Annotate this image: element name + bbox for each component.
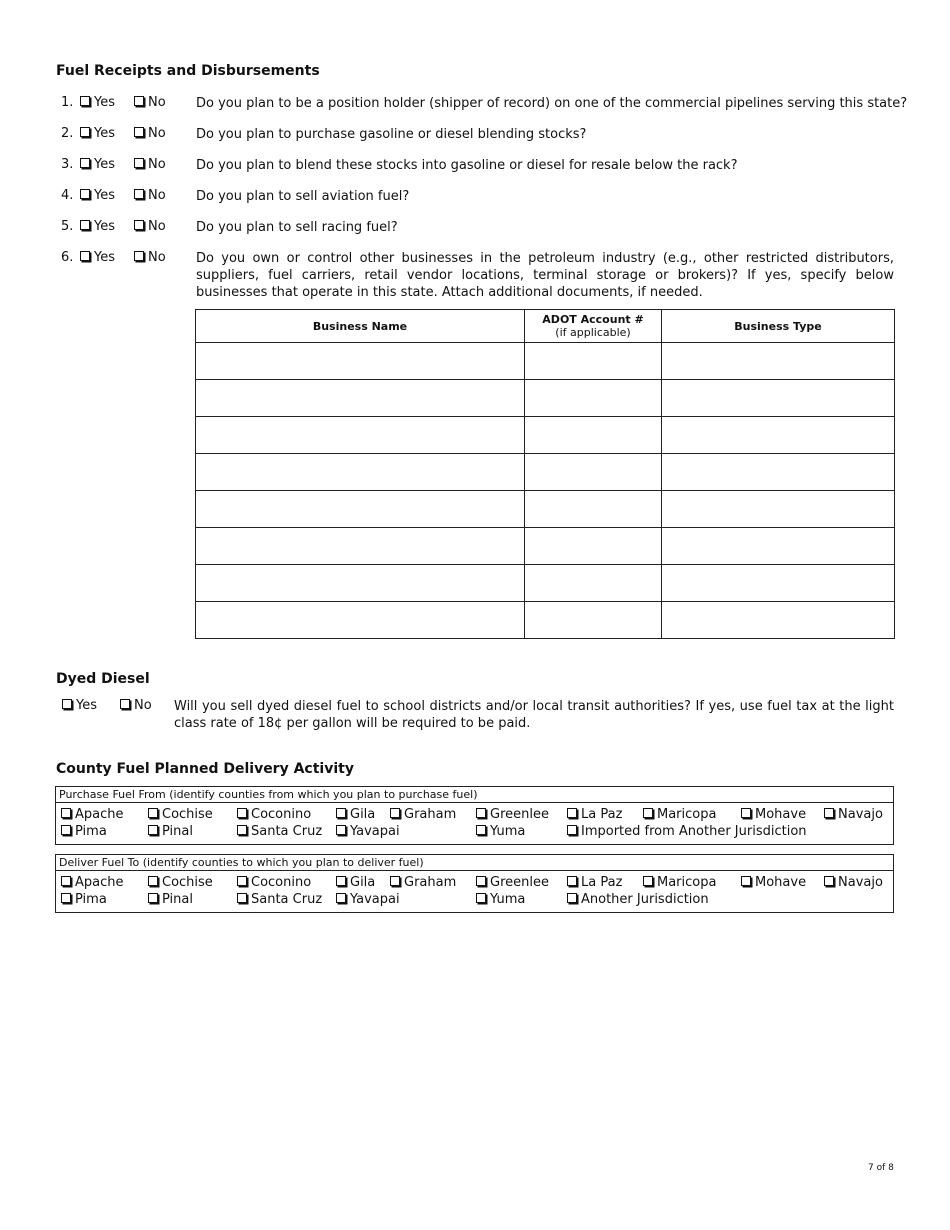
- county-label: Imported from Another Jurisdiction: [581, 824, 807, 839]
- county-label: Mohave: [755, 807, 807, 822]
- checkbox-icon[interactable]: [134, 251, 144, 261]
- checkbox-icon[interactable]: [643, 808, 653, 818]
- checkbox-icon[interactable]: [148, 808, 158, 818]
- county-option[interactable]: [336, 824, 400, 839]
- checkbox-icon[interactable]: [824, 808, 834, 818]
- question-yes-option[interactable]: [80, 188, 115, 203]
- county-option[interactable]: [824, 807, 883, 822]
- checkbox-icon[interactable]: [741, 876, 751, 886]
- county-option[interactable]: [237, 875, 311, 890]
- county-label: Graham: [404, 807, 457, 822]
- question-text: Do you plan to blend these stocks into gasoline or diesel for resale below the rack?: [196, 158, 738, 173]
- adot-account-cell[interactable]: [525, 380, 662, 417]
- question-yes-option[interactable]: [80, 95, 115, 110]
- checkbox-icon[interactable]: [80, 127, 90, 137]
- business-type-cell[interactable]: [662, 454, 895, 491]
- checkbox-icon[interactable]: [476, 893, 486, 903]
- table-row: [196, 491, 895, 528]
- question-number: 1.: [61, 95, 74, 110]
- business-table: [195, 309, 895, 639]
- yes-label: Yes: [94, 95, 115, 110]
- col-header-adot-sub: (if applicable): [555, 326, 631, 339]
- checkbox-icon[interactable]: [336, 876, 346, 886]
- county-option[interactable]: [61, 892, 107, 907]
- checkbox-icon[interactable]: [148, 825, 158, 835]
- adot-account-cell[interactable]: [525, 565, 662, 602]
- checkbox-icon[interactable]: [80, 189, 90, 199]
- county-label: Apache: [75, 875, 124, 890]
- adot-account-cell[interactable]: [525, 343, 662, 380]
- no-label: No: [148, 219, 166, 234]
- col-header-business-type: Business Type: [662, 310, 895, 343]
- county-option[interactable]: [476, 875, 549, 890]
- business-type-cell[interactable]: [662, 417, 895, 454]
- checkbox-icon[interactable]: [61, 876, 71, 886]
- county-label: Mohave: [755, 875, 807, 890]
- county-option[interactable]: [148, 824, 193, 839]
- checkbox-icon[interactable]: [643, 876, 653, 886]
- question-no-option[interactable]: [134, 219, 166, 234]
- county-label: Cochise: [162, 807, 213, 822]
- adot-account-cell[interactable]: [525, 417, 662, 454]
- business-name-cell[interactable]: [196, 417, 525, 454]
- county-option[interactable]: [741, 807, 806, 822]
- county-label: Coconino: [251, 807, 312, 822]
- county-option[interactable]: [148, 875, 213, 890]
- yes-label: Yes: [94, 157, 115, 172]
- question-no-option[interactable]: [134, 250, 166, 265]
- county-option[interactable]: [61, 875, 124, 890]
- no-label: No: [148, 250, 166, 265]
- section-heading-fuel-receipts: Fuel Receipts and Disbursements: [56, 63, 320, 79]
- business-type-cell[interactable]: [662, 602, 895, 639]
- adot-account-cell[interactable]: [525, 602, 662, 639]
- checkbox-icon[interactable]: [120, 699, 130, 709]
- question-no-option[interactable]: [134, 126, 166, 141]
- business-type-cell[interactable]: [662, 491, 895, 528]
- county-option[interactable]: [390, 807, 456, 822]
- county-option[interactable]: [237, 807, 311, 822]
- table-row: [196, 417, 895, 454]
- checkbox-icon[interactable]: [237, 876, 247, 886]
- county-option[interactable]: [237, 892, 322, 907]
- purchase-caption: Purchase Fuel From (identify counties from which you plan to purchase fuel): [56, 787, 893, 803]
- col-header-adot-label: ADOT Account #: [542, 313, 644, 326]
- dyed-yes-option[interactable]: [62, 698, 97, 713]
- table-row: [196, 380, 895, 417]
- checkbox-icon[interactable]: [824, 876, 834, 886]
- county-label: Gila: [350, 807, 376, 822]
- county-label: La Paz: [581, 807, 623, 822]
- county-label: Graham: [404, 875, 457, 890]
- checkbox-icon[interactable]: [567, 825, 577, 835]
- county-label: Santa Cruz: [251, 824, 323, 839]
- county-label: Maricopa: [657, 807, 717, 822]
- checkbox-icon[interactable]: [390, 876, 400, 886]
- checkbox-icon[interactable]: [390, 808, 400, 818]
- checkbox-icon[interactable]: [336, 893, 346, 903]
- question-yes-option[interactable]: [80, 157, 115, 172]
- checkbox-icon[interactable]: [476, 876, 486, 886]
- purchase-row-1: [56, 807, 893, 824]
- question-no-option[interactable]: [134, 157, 166, 172]
- table-row: [196, 343, 895, 380]
- business-name-cell[interactable]: [196, 343, 525, 380]
- checkbox-icon[interactable]: [567, 893, 577, 903]
- business-type-cell[interactable]: [662, 343, 895, 380]
- no-label: No: [148, 157, 166, 172]
- county-option[interactable]: [567, 807, 622, 822]
- purchase-row-2: [56, 824, 893, 841]
- dyed-yes-label: Yes: [76, 698, 97, 713]
- checkbox-icon[interactable]: [237, 808, 247, 818]
- deliver-row-1: [56, 875, 893, 892]
- business-table-wrapper: [195, 309, 895, 639]
- question-no-option[interactable]: [134, 95, 166, 110]
- checkbox-icon[interactable]: [148, 876, 158, 886]
- county-option[interactable]: [237, 824, 322, 839]
- no-label: No: [148, 95, 166, 110]
- business-type-cell[interactable]: [662, 565, 895, 602]
- deliver-fuel-box: [55, 854, 894, 913]
- section-heading-county: County Fuel Planned Delivery Activity: [56, 761, 354, 777]
- purchase-fuel-box: [55, 786, 894, 845]
- county-label: Navajo: [838, 807, 883, 822]
- business-name-cell[interactable]: [196, 454, 525, 491]
- county-option[interactable]: [741, 875, 806, 890]
- question-number: 5.: [61, 219, 74, 234]
- section-heading-dyed-diesel: Dyed Diesel: [56, 671, 150, 687]
- county-label: Yuma: [490, 824, 526, 839]
- checkbox-icon[interactable]: [61, 808, 71, 818]
- business-name-cell[interactable]: [196, 565, 525, 602]
- county-option[interactable]: [476, 892, 525, 907]
- checkbox-icon[interactable]: [741, 808, 751, 818]
- county-option[interactable]: [148, 892, 193, 907]
- adot-account-cell[interactable]: [525, 528, 662, 565]
- business-name-cell[interactable]: [196, 602, 525, 639]
- county-option[interactable]: [61, 824, 107, 839]
- question-yes-option[interactable]: [80, 219, 115, 234]
- no-label: No: [148, 126, 166, 141]
- business-name-cell[interactable]: [196, 528, 525, 565]
- question-text: Do you plan to sell aviation fuel?: [196, 189, 410, 204]
- checkbox-icon[interactable]: [567, 876, 577, 886]
- yes-label: Yes: [94, 250, 115, 265]
- county-option-other-jurisdiction[interactable]: [567, 824, 807, 839]
- checkbox-icon[interactable]: [134, 189, 144, 199]
- checkbox-icon[interactable]: [134, 158, 144, 168]
- county-option[interactable]: [643, 807, 716, 822]
- checkbox-icon[interactable]: [237, 893, 247, 903]
- question-yes-option[interactable]: [80, 126, 115, 141]
- county-option[interactable]: [336, 807, 375, 822]
- checkbox-icon[interactable]: [80, 220, 90, 230]
- checkbox-icon[interactable]: [61, 825, 71, 835]
- checkbox-icon[interactable]: [80, 251, 90, 261]
- question-text: Do you plan to purchase gasoline or diesel blending stocks?: [196, 127, 587, 142]
- county-option[interactable]: [824, 875, 883, 890]
- question-yes-option[interactable]: [80, 250, 115, 265]
- county-label: Cochise: [162, 875, 213, 890]
- table-row: [196, 602, 895, 639]
- checkbox-icon[interactable]: [80, 96, 90, 106]
- county-option[interactable]: [476, 807, 549, 822]
- county-label: Yuma: [490, 892, 526, 907]
- checkbox-icon[interactable]: [62, 699, 72, 709]
- checkbox-icon[interactable]: [134, 127, 144, 137]
- dyed-no-label: No: [134, 698, 152, 713]
- question-text: Do you plan to sell racing fuel?: [196, 220, 398, 235]
- checkbox-icon[interactable]: [567, 808, 577, 818]
- col-header-business-name: Business Name: [196, 310, 525, 343]
- yes-label: Yes: [94, 219, 115, 234]
- question-number: 3.: [61, 157, 74, 172]
- county-label: Pinal: [162, 892, 193, 907]
- county-option[interactable]: [148, 807, 213, 822]
- yes-label: Yes: [94, 188, 115, 203]
- checkbox-icon[interactable]: [237, 825, 247, 835]
- business-name-cell[interactable]: [196, 380, 525, 417]
- question-text: Do you own or control other businesses in the petroleum industry (e.g., other restricted distributors, suppliers, fuel carriers, retail vendor locations, terminal storage or brokers)? If yes, specify below businesses that operate in this state. Attach additional documents, if needed.: [196, 251, 894, 300]
- county-option[interactable]: [643, 875, 716, 890]
- county-option[interactable]: [390, 875, 456, 890]
- deliver-row-2: [56, 892, 893, 909]
- business-type-cell[interactable]: [662, 528, 895, 565]
- table-row: [196, 454, 895, 491]
- county-option[interactable]: [336, 892, 400, 907]
- county-label: Greenlee: [490, 807, 549, 822]
- county-label: Navajo: [838, 875, 883, 890]
- question-number: 6.: [61, 250, 74, 265]
- county-label: Pima: [75, 824, 107, 839]
- page-number: 7 of 8: [868, 1163, 894, 1173]
- question-number: 4.: [61, 188, 74, 203]
- county-label: La Paz: [581, 875, 623, 890]
- county-label: Another Jurisdiction: [581, 892, 709, 907]
- checkbox-icon[interactable]: [336, 825, 346, 835]
- table-row: [196, 565, 895, 602]
- adot-account-cell[interactable]: [525, 491, 662, 528]
- county-label: Coconino: [251, 875, 312, 890]
- checkbox-icon[interactable]: [476, 808, 486, 818]
- county-label: Pinal: [162, 824, 193, 839]
- county-option[interactable]: [336, 875, 375, 890]
- county-label: Yavapai: [350, 824, 400, 839]
- yes-label: Yes: [94, 126, 115, 141]
- dyed-diesel-question: Will you sell dyed diesel fuel to school districts and/or local transit authorities? If yes, use fuel tax at the light class rate of 18¢ per gallon will be required to be paid.: [174, 699, 894, 731]
- county-option[interactable]: [476, 824, 525, 839]
- question-no-option[interactable]: [134, 188, 166, 203]
- adot-account-cell[interactable]: [525, 454, 662, 491]
- checkbox-icon[interactable]: [80, 158, 90, 168]
- checkbox-icon[interactable]: [148, 893, 158, 903]
- checkbox-icon[interactable]: [134, 220, 144, 230]
- county-label: Yavapai: [350, 892, 400, 907]
- county-label: Santa Cruz: [251, 892, 323, 907]
- checkbox-icon[interactable]: [476, 825, 486, 835]
- dyed-no-option[interactable]: [120, 698, 152, 713]
- question-text: Do you plan to be a position holder (shipper of record) on one of the commercial pipelines serving this state?: [196, 96, 908, 111]
- col-header-adot-account: [525, 310, 662, 343]
- county-label: Pima: [75, 892, 107, 907]
- county-label: Gila: [350, 875, 376, 890]
- table-row: [196, 528, 895, 565]
- business-name-cell[interactable]: [196, 491, 525, 528]
- county-label: Greenlee: [490, 875, 549, 890]
- county-option[interactable]: [567, 875, 622, 890]
- county-option[interactable]: [61, 807, 124, 822]
- county-option-other-jurisdiction[interactable]: [567, 892, 709, 907]
- business-type-cell[interactable]: [662, 380, 895, 417]
- county-label: Apache: [75, 807, 124, 822]
- deliver-caption: Deliver Fuel To (identify counties to which you plan to deliver fuel): [56, 855, 893, 871]
- no-label: No: [148, 188, 166, 203]
- checkbox-icon[interactable]: [336, 808, 346, 818]
- question-number: 2.: [61, 126, 74, 141]
- checkbox-icon[interactable]: [134, 96, 144, 106]
- county-label: Maricopa: [657, 875, 717, 890]
- checkbox-icon[interactable]: [61, 893, 71, 903]
